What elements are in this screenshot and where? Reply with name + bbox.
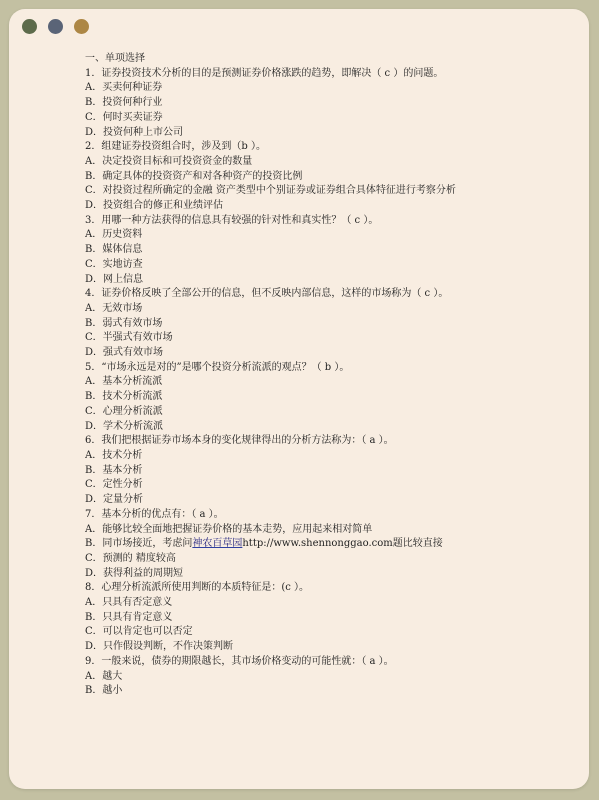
- question-line: C．何时买卖证券: [85, 111, 163, 123]
- window-dot-2[interactable]: [48, 19, 63, 34]
- question-line: 6．我们把根据证券市场本身的变化规律得出的分析方法称为：（ a ）。: [85, 435, 394, 447]
- question-line: 1．证券投资技术分析的目的是预测证券价格涨跌的趋势，即解决（ c ）的问题。: [85, 67, 444, 79]
- question-line: D．投资组合的修正和业绩评估: [85, 200, 224, 212]
- question-line: B．确定具体的投资资产和对各种资产的投资比例: [85, 170, 303, 182]
- question-line: B．基本分析: [85, 464, 143, 476]
- question-line: A．买卖何种证券: [85, 82, 163, 94]
- question-line: C．实地访查: [85, 258, 143, 270]
- question-line: A．决定投资目标和可投资资金的数量: [85, 155, 253, 167]
- question-line: D．获得利益的周期短: [85, 567, 184, 579]
- question-line: D．学术分析流派: [85, 420, 164, 432]
- question-line: C．半强式有效市场: [85, 332, 173, 344]
- question-line: D．网上信息: [85, 273, 144, 285]
- question-lines-2: [85, 552, 565, 699]
- question-line: A．历史资料: [85, 229, 143, 241]
- question-line: D．投资何种上市公司: [85, 126, 184, 138]
- question-line: [85, 537, 565, 552]
- question-line: A．只具有否定意义: [85, 597, 173, 609]
- question-line: B．越小: [85, 685, 123, 697]
- site-link[interactable]: 神农百草园: [192, 538, 243, 550]
- question-line: A．越大: [85, 670, 123, 682]
- line-prefix: B．同市场接近，考虑问: [85, 538, 193, 550]
- question-line: C．预测的 精度较高: [85, 552, 176, 564]
- question-line: B．弱式有效市场: [85, 317, 163, 329]
- question-line: A．能够比较全面地把握证券价格的基本走势，应用起来相对简单: [85, 523, 373, 535]
- question-line: A．基本分析流派: [85, 376, 163, 388]
- question-line: D．定量分析: [85, 494, 144, 506]
- question-line: A．无效市场: [85, 302, 143, 314]
- question-line: B．技术分析流派: [85, 391, 163, 403]
- document-content: [85, 52, 565, 699]
- question-line: C．对投资过程所确定的金融 资产类型中个别证券或证券组合具体特征进行考察分析: [85, 185, 456, 197]
- window-dot-1[interactable]: [22, 19, 37, 34]
- section-title: 一、单项选择: [85, 53, 145, 64]
- question-line: C．心理分析流派: [85, 405, 163, 417]
- question-line: D．强式有效市场: [85, 347, 164, 359]
- question-line: C．可以肯定也可以否定: [85, 626, 193, 638]
- question-line: A．技术分析: [85, 449, 143, 461]
- question-line: 9．一般来说，债券的期限越长，其市场价格变动的可能性就：（ a ）。: [85, 655, 394, 667]
- question-line: 2．组建证券投资组合时，涉及到（b ）。: [85, 141, 266, 153]
- question-line: C．定性分析: [85, 479, 143, 491]
- question-line: 7．基本分析的优点有：（ a ）。: [85, 508, 224, 520]
- question-line: D．只作假设判断，不作决策判断: [85, 641, 234, 653]
- question-line: B．只具有肯定意义: [85, 611, 173, 623]
- question-line: B．媒体信息: [85, 244, 143, 256]
- window-controls: [22, 19, 89, 34]
- question-line: B．投资何种行业: [85, 97, 163, 109]
- question-line: 4．证券价格反映了全部公开的信息，但不反映内部信息，这样的市场称为（ c ）。: [85, 288, 449, 300]
- question-line: 5．“市场永远是对的”是哪个投资分析流派的观点？（ b ）。: [85, 361, 350, 373]
- window-dot-3[interactable]: [74, 19, 89, 34]
- question-line: 8．心理分析流派所使用判断的本质特征是：(c ）。: [85, 582, 310, 594]
- question-lines: [85, 67, 565, 538]
- question-line: 3．用哪一种方法获得的信息具有较强的针对性和真实性？（ c ）。: [85, 214, 379, 226]
- line-suffix: http://www.shennonggao.com题比较直接: [242, 538, 443, 550]
